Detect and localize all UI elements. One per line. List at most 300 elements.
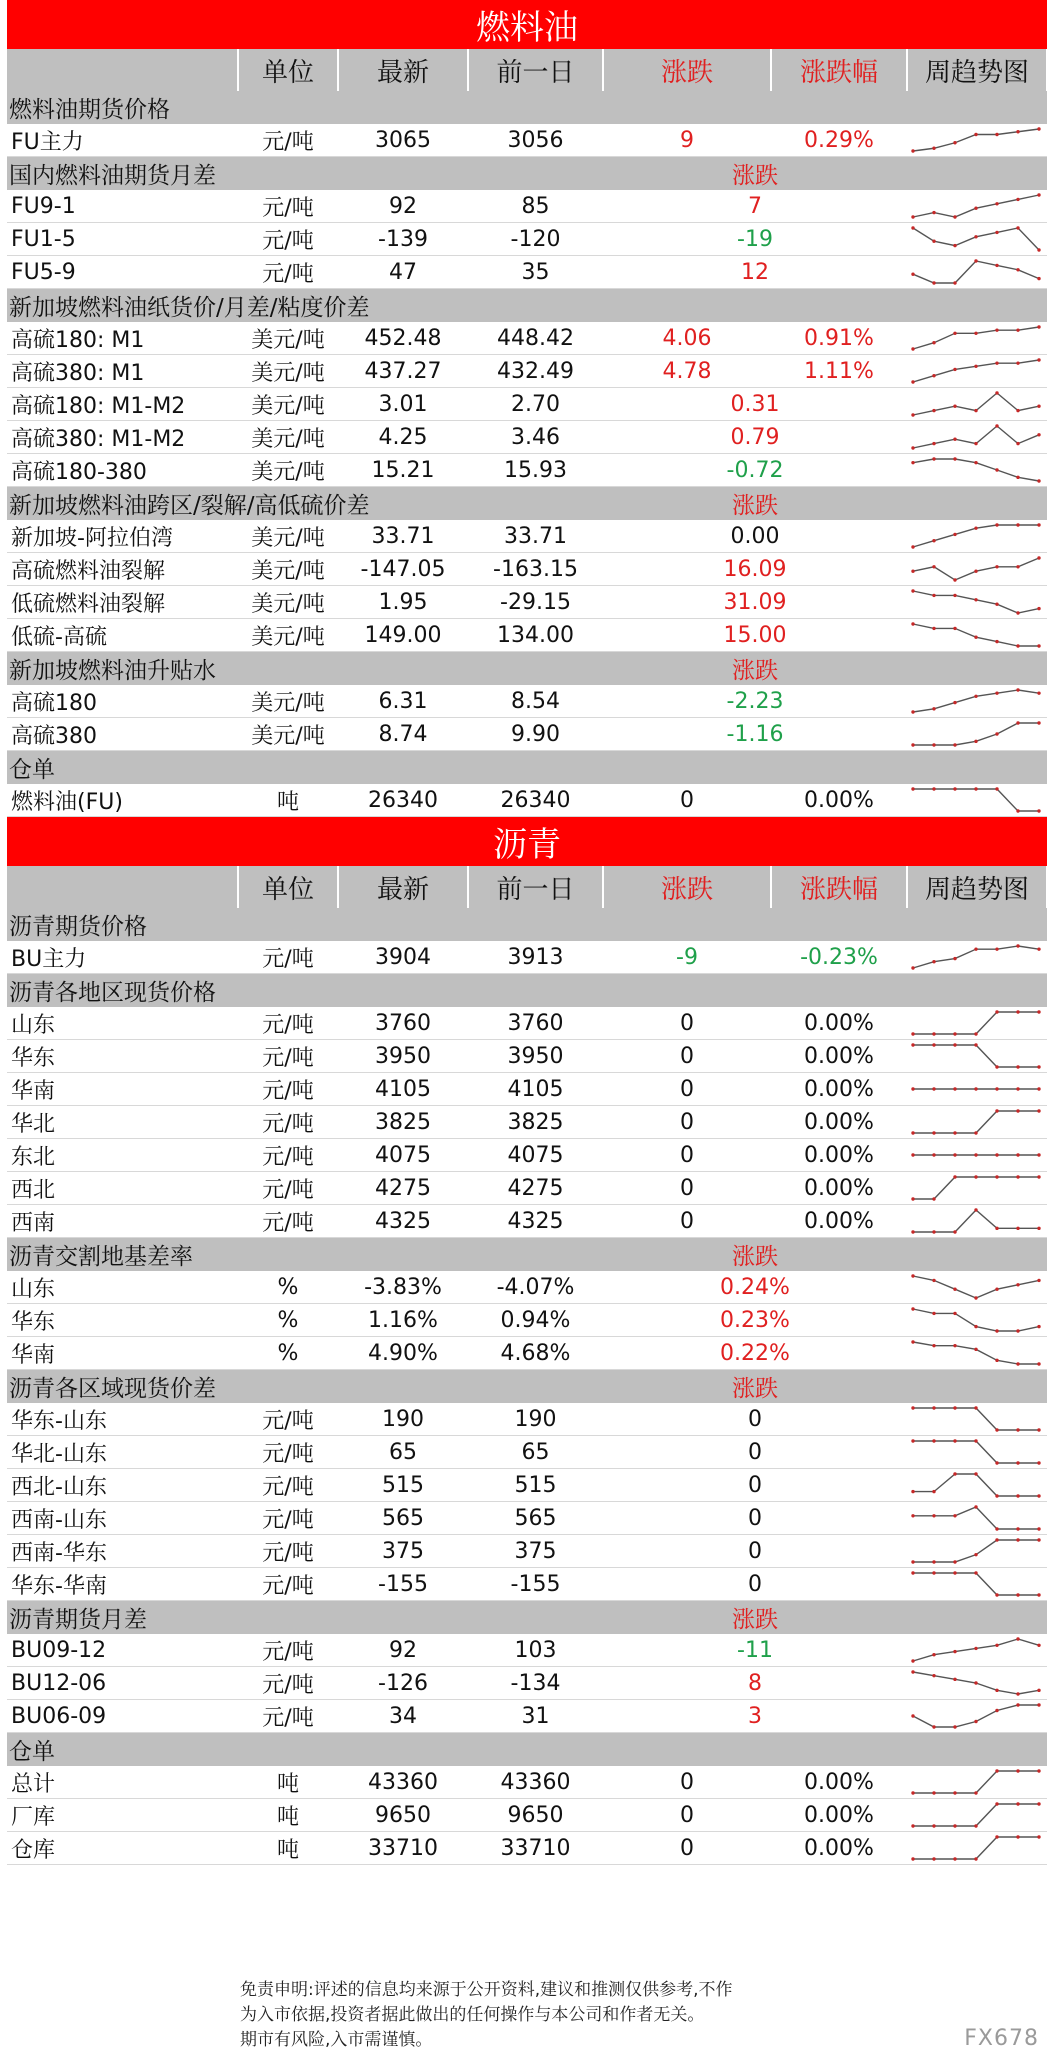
- row-latest: 1.16%: [338, 1304, 468, 1337]
- trend-sparkline: [907, 257, 1045, 287]
- row-prev: 4075: [468, 1139, 603, 1172]
- trend-point: [995, 947, 998, 950]
- section-change-label: [603, 1733, 907, 1767]
- trend-sparkline: [907, 1173, 1045, 1203]
- trend-point: [995, 1109, 998, 1112]
- row-trend: [907, 1832, 1047, 1865]
- row-prev: 3825: [468, 1106, 603, 1139]
- row-unit: 吨: [238, 1799, 338, 1832]
- row-trend: [907, 619, 1047, 652]
- row-trend: [907, 1304, 1047, 1337]
- trend-point: [1037, 277, 1040, 280]
- trend-point: [995, 1359, 998, 1362]
- trend-point: [995, 133, 998, 136]
- trend-point: [911, 1439, 914, 1442]
- table-row: [7, 1304, 1047, 1337]
- row-change-pct: 0.00%: [771, 1172, 907, 1205]
- section-change-label: 涨跌: [603, 157, 907, 191]
- trend-point: [1037, 1175, 1040, 1178]
- trend-point: [995, 391, 998, 394]
- row-latest: 4.90%: [338, 1337, 468, 1370]
- trend-point: [911, 1131, 914, 1134]
- watermark: FX678: [964, 2026, 1039, 2051]
- trend-point: [974, 442, 977, 445]
- trend-point: [974, 1472, 977, 1475]
- section-title: 仓单: [7, 1733, 603, 1767]
- row-name: 西南-华东: [7, 1535, 238, 1568]
- row-trend: [907, 1568, 1047, 1601]
- trend-line: [913, 360, 1039, 382]
- trend-point: [1037, 1428, 1040, 1431]
- trend-point: [1016, 1769, 1019, 1772]
- row-latest: 515: [338, 1469, 468, 1502]
- trend-point: [995, 1288, 998, 1291]
- row-unit: 元/吨: [238, 1073, 338, 1106]
- row-name: 华东: [7, 1040, 238, 1073]
- row-unit: 元/吨: [238, 1106, 338, 1139]
- table-row: [7, 1469, 1047, 1502]
- trend-point: [1016, 1227, 1019, 1230]
- trend-point: [953, 1406, 956, 1409]
- trend-point: [1016, 1153, 1019, 1156]
- trend-point: [1016, 226, 1019, 229]
- trend-point: [932, 787, 935, 790]
- row-latest: 1.95: [338, 586, 468, 619]
- row-name: 西北: [7, 1172, 238, 1205]
- trend-line: [913, 327, 1039, 349]
- table-row: [7, 520, 1047, 553]
- trend-point: [911, 1153, 914, 1156]
- row-change: 0: [603, 1568, 907, 1601]
- trend-line: [913, 1804, 1039, 1826]
- trend-point: [911, 1197, 914, 1200]
- trend-point: [953, 368, 956, 371]
- trend-point: [1016, 1593, 1019, 1596]
- trend-point: [932, 1230, 935, 1233]
- row-latest: 190: [338, 1403, 468, 1436]
- trend-point: [1037, 325, 1040, 328]
- row-unit: 美元/吨: [238, 520, 338, 553]
- row-latest: 65: [338, 1436, 468, 1469]
- trend-point: [953, 332, 956, 335]
- trend-sparkline: [907, 686, 1045, 716]
- row-latest: 565: [338, 1502, 468, 1535]
- table-row: [7, 1205, 1047, 1238]
- trend-point: [953, 281, 956, 284]
- row-latest: 437.27: [338, 355, 468, 388]
- row-latest: 375: [338, 1535, 468, 1568]
- trend-point: [974, 332, 977, 335]
- row-latest: 9650: [338, 1799, 468, 1832]
- table-row: [7, 421, 1047, 454]
- table-row: [7, 553, 1047, 586]
- trend-point: [1016, 1692, 1019, 1695]
- trend-point: [1016, 268, 1019, 271]
- block-title: 沥青: [493, 825, 562, 865]
- trend-line: [913, 129, 1039, 151]
- trend-point: [1037, 405, 1040, 408]
- trend-point: [974, 1553, 977, 1556]
- trend-line: [913, 261, 1039, 283]
- trend-point: [1037, 607, 1040, 610]
- block-title-cell: [7, 817, 1047, 867]
- section-header-row: [7, 1238, 1047, 1272]
- row-change-pct: 0.00%: [771, 1766, 907, 1799]
- trend-line: [913, 1837, 1039, 1859]
- header-latest: 最新: [338, 49, 468, 91]
- row-change-pct: 0.00%: [771, 1106, 907, 1139]
- trend-point: [911, 1670, 914, 1673]
- trend-point: [995, 1227, 998, 1230]
- row-unit: 美元/吨: [238, 685, 338, 718]
- trend-sparkline: [907, 389, 1045, 419]
- trend-point: [953, 1824, 956, 1827]
- trend-sparkline: [907, 1569, 1045, 1599]
- section-change-label: 涨跌: [603, 487, 907, 521]
- row-trend: [907, 1700, 1047, 1733]
- trend-point: [932, 1514, 935, 1517]
- header-prev: 前一日: [468, 866, 603, 908]
- trend-point: [974, 1131, 977, 1134]
- row-latest: 47: [338, 256, 468, 289]
- row-latest: 149.00: [338, 619, 468, 652]
- trend-point: [995, 1010, 998, 1013]
- trend-point: [932, 1653, 935, 1656]
- trend-point: [995, 1527, 998, 1530]
- trend-sparkline: [907, 323, 1045, 353]
- trend-point: [932, 707, 935, 710]
- trend-line: [913, 1441, 1039, 1463]
- trend-point: [974, 1348, 977, 1351]
- trend-point: [974, 1208, 977, 1211]
- trend-point: [1037, 1802, 1040, 1805]
- trend-point: [932, 457, 935, 460]
- trend-line: [913, 1276, 1039, 1298]
- row-latest: -126: [338, 1667, 468, 1700]
- trend-point: [974, 1175, 977, 1178]
- header-pct: 涨跌幅: [771, 866, 907, 908]
- table-row: [7, 1040, 1047, 1073]
- trend-sparkline: [907, 1536, 1045, 1566]
- row-latest: 33710: [338, 1832, 468, 1865]
- section-change-label: 涨跌: [603, 1601, 907, 1635]
- row-change: -2.23: [603, 685, 907, 718]
- trend-point: [911, 1857, 914, 1860]
- row-name: FU主力: [7, 124, 238, 157]
- trend-sparkline: [907, 1635, 1045, 1665]
- row-trend: [907, 1007, 1047, 1040]
- row-unit: 元/吨: [238, 190, 338, 223]
- section-blank: [907, 157, 1047, 191]
- section-change-label: [603, 289, 907, 323]
- row-prev: 65: [468, 1436, 603, 1469]
- row-prev: 9.90: [468, 718, 603, 751]
- trend-point: [1016, 1175, 1019, 1178]
- table-row: [7, 1139, 1047, 1172]
- trend-point: [911, 622, 914, 625]
- trend-point: [1016, 1703, 1019, 1706]
- trend-point: [995, 1689, 998, 1692]
- trend-point: [1037, 433, 1040, 436]
- trend-point: [1016, 809, 1019, 812]
- row-change: 0: [603, 1040, 771, 1073]
- trend-point: [1016, 1283, 1019, 1286]
- trend-point: [953, 1288, 956, 1291]
- trend-point: [995, 1087, 998, 1090]
- trend-point: [911, 743, 914, 746]
- row-latest: 3904: [338, 941, 468, 974]
- row-change: 0: [603, 1172, 771, 1205]
- row-trend: [907, 388, 1047, 421]
- disclaimer-line: 免责申明:评述的信息均来源于公开资料,建议和推测仅供参考,不作: [240, 1980, 733, 2000]
- trend-point: [995, 328, 998, 331]
- row-trend: [907, 586, 1047, 619]
- trend-line: [913, 789, 1039, 811]
- row-unit: 元/吨: [238, 1634, 338, 1667]
- trend-point: [974, 695, 977, 698]
- trend-sparkline: [907, 191, 1045, 221]
- trend-point: [1016, 409, 1019, 412]
- trend-point: [974, 259, 977, 262]
- trend-point: [974, 365, 977, 368]
- section-header-row: [7, 751, 1047, 785]
- section-blank: [907, 751, 1047, 785]
- trend-point: [953, 141, 956, 144]
- trend-point: [974, 526, 977, 529]
- trend-point: [911, 589, 914, 592]
- table-row: [7, 1271, 1047, 1304]
- row-trend: [907, 256, 1047, 289]
- trend-line: [913, 1177, 1039, 1199]
- section-title: 仓单: [7, 751, 603, 785]
- trend-point: [932, 743, 935, 746]
- row-unit: 元/吨: [238, 1502, 338, 1535]
- trend-point: [974, 598, 977, 601]
- trend-point: [995, 732, 998, 735]
- trend-point: [932, 1344, 935, 1347]
- row-name: 华东-华南: [7, 1568, 238, 1601]
- trend-line: [913, 1045, 1039, 1067]
- section-blank: [907, 289, 1047, 323]
- row-prev: 43360: [468, 1766, 603, 1799]
- row-latest: 3950: [338, 1040, 468, 1073]
- trend-point: [953, 1131, 956, 1134]
- row-latest: 34: [338, 1700, 468, 1733]
- row-unit: 美元/吨: [238, 421, 338, 454]
- row-trend: [907, 520, 1047, 553]
- trend-point: [995, 1538, 998, 1541]
- row-change: 0: [603, 1502, 907, 1535]
- trend-sparkline: [907, 1338, 1045, 1368]
- table-row: [7, 1337, 1047, 1370]
- row-trend: [907, 1271, 1047, 1304]
- trend-point: [1037, 1153, 1040, 1156]
- trend-point: [974, 636, 977, 639]
- row-unit: 美元/吨: [238, 553, 338, 586]
- trend-point: [911, 570, 914, 573]
- row-name: FU5-9: [7, 256, 238, 289]
- row-latest: 3.01: [338, 388, 468, 421]
- trend-point: [911, 446, 914, 449]
- trend-point: [1037, 1362, 1040, 1365]
- trend-point: [1016, 442, 1019, 445]
- trend-point: [932, 1857, 935, 1860]
- section-change-label: [603, 974, 907, 1008]
- trend-point: [953, 457, 956, 460]
- section-header-row: [7, 1601, 1047, 1635]
- trend-sparkline: [907, 224, 1045, 254]
- header-change: 涨跌: [603, 49, 771, 91]
- row-trend: [907, 421, 1047, 454]
- trend-point: [995, 787, 998, 790]
- trend-point: [932, 1674, 935, 1677]
- row-name: BU09-12: [7, 1634, 238, 1667]
- trend-point: [1037, 1527, 1040, 1530]
- trend-point: [911, 413, 914, 416]
- trend-point: [932, 1153, 935, 1156]
- trend-point: [1016, 1109, 1019, 1112]
- trend-point: [995, 1494, 998, 1497]
- trend-point: [953, 1230, 956, 1233]
- trend-point: [953, 787, 956, 790]
- row-change-pct: 0.00%: [771, 784, 907, 817]
- row-trend: [907, 124, 1047, 157]
- trend-point: [1037, 947, 1040, 950]
- row-name: 高硫380: M1: [7, 355, 238, 388]
- trend-point: [995, 523, 998, 526]
- row-name: 华南: [7, 1073, 238, 1106]
- row-latest: 4105: [338, 1073, 468, 1106]
- row-change: 4.06: [603, 322, 771, 355]
- trend-point: [953, 1791, 956, 1794]
- data-sheet: [7, 0, 1047, 1865]
- trend-point: [932, 1725, 935, 1728]
- trend-point: [974, 1681, 977, 1684]
- row-prev: 448.42: [468, 322, 603, 355]
- trend-point: [1037, 721, 1040, 724]
- section-blank: [907, 487, 1047, 521]
- trend-point: [974, 1505, 977, 1508]
- row-latest: 33.71: [338, 520, 468, 553]
- section-blank: [907, 908, 1047, 941]
- trend-point: [1037, 1689, 1040, 1692]
- trend-point: [911, 710, 914, 713]
- section-header-row: [7, 908, 1047, 941]
- section-blank: [907, 1370, 1047, 1404]
- trend-point: [995, 640, 998, 643]
- trend-point: [1016, 1087, 1019, 1090]
- trend-point: [953, 578, 956, 581]
- section-title: 新加坡燃料油升贴水: [7, 652, 603, 686]
- trend-point: [995, 424, 998, 427]
- row-name: BU06-09: [7, 1700, 238, 1733]
- trend-point: [995, 1835, 998, 1838]
- trend-point: [974, 1857, 977, 1860]
- row-unit: 元/吨: [238, 1667, 338, 1700]
- row-change: -0.72: [603, 454, 907, 487]
- row-prev: 4325: [468, 1205, 603, 1238]
- row-name: 西南-山东: [7, 1502, 238, 1535]
- trend-point: [1037, 1010, 1040, 1013]
- row-unit: %: [238, 1304, 338, 1337]
- header-blank: [7, 49, 238, 91]
- row-prev: 15.93: [468, 454, 603, 487]
- trend-point: [995, 1153, 998, 1156]
- trend-point: [1016, 1835, 1019, 1838]
- row-trend: [907, 1469, 1047, 1502]
- trend-point: [1037, 1769, 1040, 1772]
- trend-point: [1037, 1279, 1040, 1282]
- trend-point: [1016, 1802, 1019, 1805]
- row-latest: 452.48: [338, 322, 468, 355]
- row-unit: 元/吨: [238, 1568, 338, 1601]
- trend-point: [911, 1406, 914, 1409]
- row-change-pct: 1.11%: [771, 355, 907, 388]
- row-name: 东北: [7, 1139, 238, 1172]
- trend-point: [1016, 1527, 1019, 1530]
- row-change: 0: [603, 1766, 771, 1799]
- row-name: 山东: [7, 1271, 238, 1304]
- trend-point: [953, 743, 956, 746]
- section-title: 新加坡燃料油跨区/裂解/高低硫价差: [7, 487, 603, 521]
- trend-point: [1037, 1703, 1040, 1706]
- row-name: 厂库: [7, 1799, 238, 1832]
- row-prev: 515: [468, 1469, 603, 1502]
- row-latest: 43360: [338, 1766, 468, 1799]
- section-blank: [907, 1238, 1047, 1272]
- table-row: [7, 322, 1047, 355]
- trend-point: [953, 1032, 956, 1035]
- row-latest: -147.05: [338, 553, 468, 586]
- table-row: [7, 1436, 1047, 1469]
- row-prev: 3.46: [468, 421, 603, 454]
- row-prev: 4105: [468, 1073, 603, 1106]
- trend-sparkline: [907, 942, 1045, 972]
- row-change-pct: 0.00%: [771, 1007, 907, 1040]
- trend-sparkline: [907, 1008, 1045, 1038]
- block-title: 燃料油: [476, 8, 579, 48]
- trend-point: [953, 1560, 956, 1563]
- table-row: [7, 1634, 1047, 1667]
- row-name: 高硫180: [7, 685, 238, 718]
- section-change-label: 涨跌: [603, 1238, 907, 1272]
- trend-point: [932, 594, 935, 597]
- trend-line: [913, 195, 1039, 217]
- trend-sparkline: [907, 1041, 1045, 1071]
- trend-point: [1016, 688, 1019, 691]
- trend-point: [911, 1824, 914, 1827]
- trend-point: [1037, 1227, 1040, 1230]
- row-name: 华南: [7, 1337, 238, 1370]
- trend-point: [995, 691, 998, 694]
- trend-line: [913, 1342, 1039, 1364]
- row-change: 0.00: [603, 520, 907, 553]
- row-change: 4.78: [603, 355, 771, 388]
- row-name: 高硫180: M1: [7, 322, 238, 355]
- trend-point: [1037, 691, 1040, 694]
- trend-point: [953, 1043, 956, 1046]
- trend-point: [1016, 198, 1019, 201]
- trend-point: [995, 1769, 998, 1772]
- trend-line: [913, 228, 1039, 250]
- table-row: [7, 1535, 1047, 1568]
- row-prev: -163.15: [468, 553, 603, 586]
- trend-point: [911, 1714, 914, 1717]
- trend-point: [1037, 556, 1040, 559]
- column-header-row: [7, 49, 1047, 91]
- trend-point: [1016, 1494, 1019, 1497]
- table-row: [7, 718, 1047, 751]
